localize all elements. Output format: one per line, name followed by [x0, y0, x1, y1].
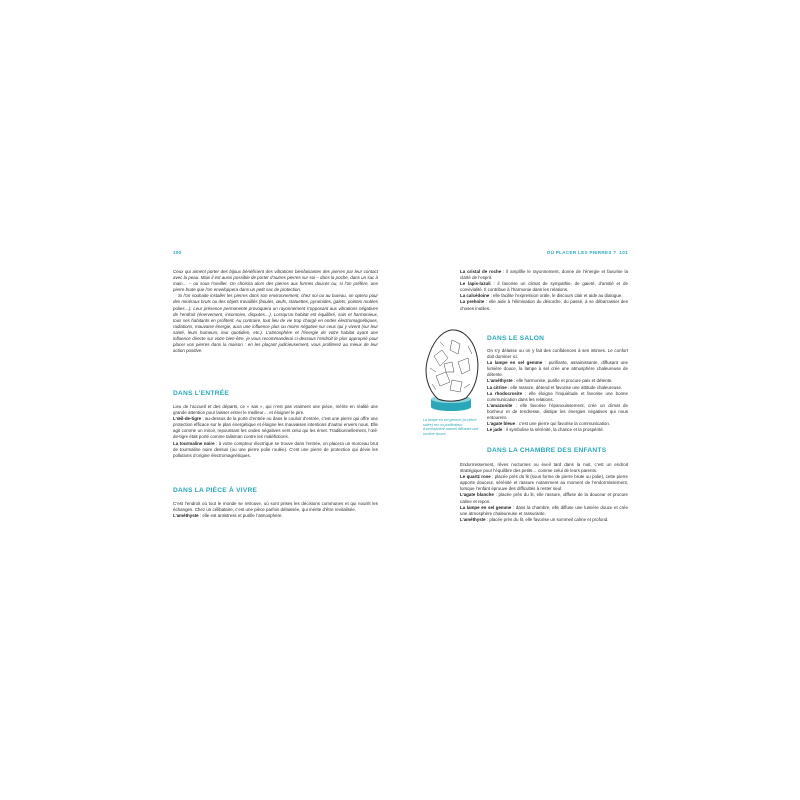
enfants-item-lampe: La lampe en sel gemme : dans la chambre, elle diffuse une lumière douce et crée une atmosphère chaleureuse et rassurante.: [460, 504, 628, 516]
page-number-right: 101: [619, 250, 628, 255]
salt-lamp-illustration: [418, 328, 484, 412]
entree-item-oeil-de-tigre: L’œil-de-tigre : au-dessus de la porte d’entrée ou dans le couloir d’entrée, c’est une pierre qui offre une protection efficace sur le plan énergétique et éloigne les mauvaises intentions d’autrui envers nous. Elle agit comme un miroir, repoussant les ondes négatives vers celui qui les émet. Traditionnellement, l’œil-de-tigre était porté comme talisman contre les maléfictions.: [173, 416, 378, 440]
entree-text: [173, 404, 378, 459]
salon-item-amethyste: L’améthyste : elle harmonise, purifie et procure paix et détente.: [487, 378, 613, 384]
salon-item-jade: Le jade : il symbolise la sérénité, la chance et la prospérité.: [487, 427, 604, 433]
item-lapis-lazuli: Le lapis-lazuli : il favorise un climat de sympathie, de gaieté, d’amitié et de convivialité. Il contribue à l’harmonie dans les relations.: [460, 281, 628, 293]
salon-item-agate-bleue: L’agate bleue : c’est une pierre qui favorise la communication.: [487, 421, 611, 427]
intro-paragraph-2: Si l’on souhaite installer les pierres dans son environnement, chez soi ou au bureau, on optera pour des minéraux bruts ou des objets travaillés (boules, œufs, statuettes, pyramides, galets, pointes roulées polies…). Leur présence permanente provoquera un rayonnement s’opposant aux vibrations négatives de l’endroit (énervement, insomnies, disputes…). Lorsqu’un habitat est équilibré, sain et harmonieux, tous ses habitants en profitent. Au contraire, tout lieu de vie trop chargé en ondes électromagnétiques, radiations, mauvaise énergie, aura une influence plus ou moins négative sur ceux qui y vivent (sur leur santé, leurs humeurs, leur quotidien, etc.). L’atmosphère et l’énergie de votre habitat ayant une influence directe sur votre bien-être, je vous recommanderai ci-dessous l’endroit le plus approprié pour placer vos pierres dans la maison : en les plaçant judicieusement, vous profiterez au mieux de leur action positive.: [173, 293, 378, 354]
page-number-left: 100: [173, 250, 182, 255]
salon-intro: On s’y délasse ou on y fait des confidences à ses intimes. Le confort doit dominer ici.: [487, 348, 628, 360]
salon-text: [487, 348, 628, 433]
vivre-paragraph: C’est l’endroit où tout le monde se retrouve, où sont prises les décisions communes et qui nourrit les échanges. Chez un célibataire, c’est une pièce parfois délaissée, qui mérite d’être revitalisée.: [173, 501, 378, 513]
heading-entree: DANS L’ENTRÉE: [173, 390, 230, 397]
term-oeil-de-tigre: L’œil-de-tigre: [173, 416, 202, 422]
heading-chambre-enfants: DANS LA CHAMBRE DES ENFANTS: [487, 447, 607, 454]
heading-piece-a-vivre: DANS LA PIÈCE À VIVRE: [173, 487, 258, 494]
enfants-item-amethyste: L’améthyste : placée près du lit, elle favorise un sommeil calme et profond.: [460, 516, 609, 522]
item-prehnite: La prehnite : elle aide à l’élimination du désordre, du passé, à se débarrasser des choses inutiles.: [460, 299, 628, 311]
salon-item-rhodocrosite: La rhodocrosite : elle éloigne l’inquiétude et favorise une bonne communication dans les relations.: [487, 390, 628, 402]
vivre-text: [173, 501, 378, 519]
running-head-title: OÙ PLACER LES PIERRES ?: [546, 250, 617, 255]
term-tourmaline: La tourmaline noire: [173, 440, 215, 446]
item-cristal-de-roche: La cristal de roche : il amplifie le rayonnement, donne de l’énergie et favorise la clarté de l’esprit.: [460, 269, 629, 281]
intro-paragraph-1: Ceux qui aiment porter des bijoux bénéficient des vibrations bienfaisantes des pierres par leur contact avec la peau. Mais il est aussi possible de porter d’autres pierres sur soi – dans la poche, dans un sac à main… – ou sous l’oreiller. On choisira alors des pierres aux formes douces ou, si l’on préfère, une pierre brute que l’on enveloppera dans un petit sac de protection.: [173, 269, 378, 293]
top-items: [460, 269, 628, 312]
enfants-text: [460, 462, 628, 523]
enfants-item-quartz-rose: Le quartz rose : placée près du lit (sous forme de pierre brute ou polie), cette pierre apporte douceur, sérénité et rassure notamment au moment de l’endormissement, lorsque l’enfant éprouve des difficultés à rester seul.: [460, 474, 628, 492]
vivre-item-amethyste: L’améthyste : elle est antistress et purifie l’atmosphère.: [173, 513, 283, 519]
term-amethyste: L’améthyste: [173, 513, 199, 519]
salon-item-amazonite: L’amazonite : elle favorise l’épanouissement, crée un climat de bonheur et de tendresse, dissipe les énergies négatives qui nous entourent.: [487, 402, 628, 421]
intro-text: [173, 269, 378, 354]
running-head: [547, 250, 628, 255]
enfants-item-agate-blanche: L’agate blanche : placée près du lit, elle rassure, diffuse de la douceur et procure calme et repos.: [460, 492, 628, 504]
enfants-intro: Endormissement, rêves nocturnes ou éveil tard dans la nuit, c’est un endroit stratégique pour l’équilibre des petits… comme celui de leurs parents.: [460, 462, 628, 474]
item-calcedoine: La calcédoine : elle facilite l’expression orale, le discours clair et aide au dialogue.: [460, 293, 623, 299]
heading-salon: DANS LE SALON: [487, 335, 545, 342]
illustration-caption: La lampe en sel gemme (la pierre salée) est un purificateur d’atmosphère naturel diffusant une lumière douce.: [423, 418, 479, 436]
entree-item-tourmaline: La tourmaline noire : à votre compteur électrique se trouve dans l’entrée, on placera un morceau brut de tourmaline noire dessus (ou une pierre polie roulée). C’est une pierre de protection qui dévie les pollutions d’origine électromagnétiques.: [173, 440, 378, 458]
entree-paragraph: Lieu de l’accueil et des départs, ce « sas », qui n’est pas vraiment une pièce, mérite en réalité une grande attention pour laisser entrer le meilleur… et éloigner le pire.: [173, 404, 378, 416]
salon-item-citrine: La citrine : elle rassure, détend et favorise une attitude chaleureuse.: [487, 384, 623, 390]
salon-item-lampe: La lampe en sel gemme : purifiante, assainissante, diffusant une lumière douce, la lampe à sel crée une atmosphère chaleureuse de détente.: [487, 360, 628, 378]
